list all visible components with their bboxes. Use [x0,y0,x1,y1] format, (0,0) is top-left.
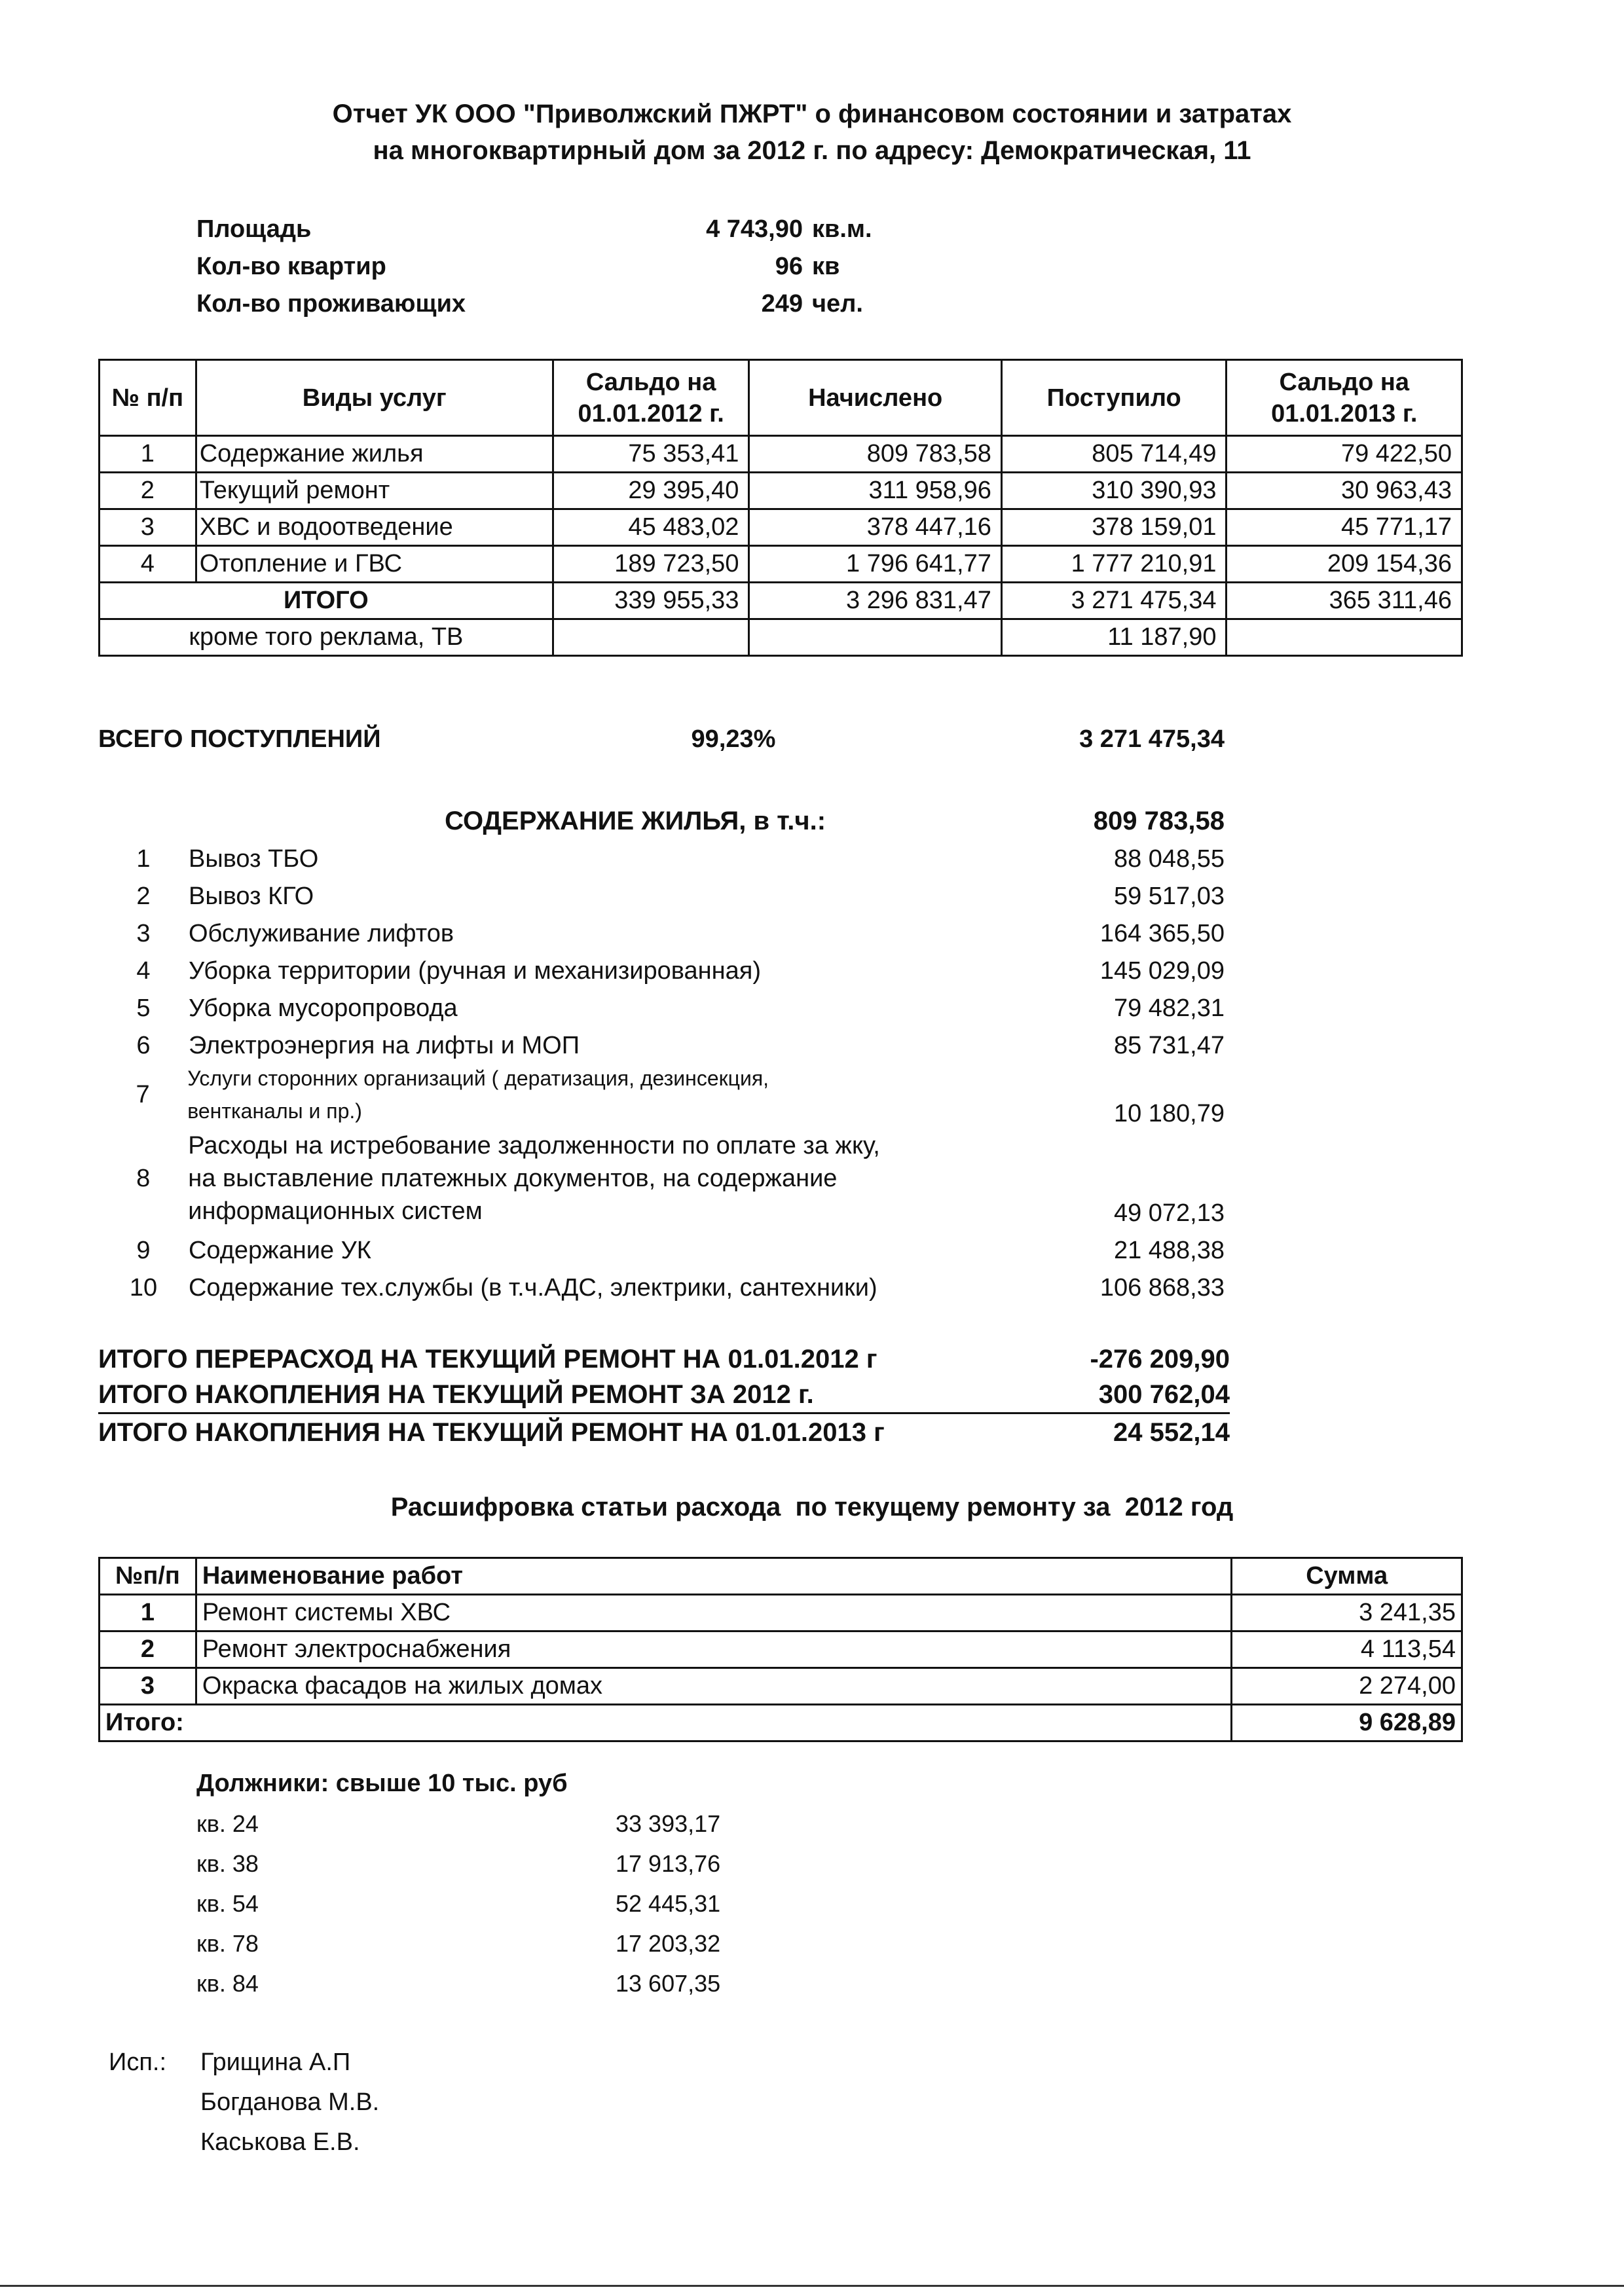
maintenance-header-value: 809 783,58 [1093,807,1225,835]
repair-name: Окраска фасадов на жилых домах [196,1668,1232,1705]
repair-breakdown-title: Расшифровка статьи расхода по текущему ремонту за 2012 год [390,1493,1234,1522]
table-row [100,436,1462,473]
item-value: 88 048,55 [1113,845,1225,873]
item-name: Уборка территории (ручная и механизированная) [188,957,762,985]
list-item [196,1923,720,1963]
header-accrued: Начислено [749,360,1001,436]
debtor-sum: 52 445,31 [616,1889,721,1917]
executor-row [109,2083,379,2123]
item-name: Обслуживание лифтов [188,920,454,947]
cell-accrued: 809 783,58 [749,436,1001,473]
services-table [98,359,1463,657]
item-num: 6 [136,1032,151,1059]
executor-name: Грищина А.П [200,2049,351,2076]
item-value: 85 731,47 [1113,1032,1225,1059]
header-num: № п/п [100,360,196,436]
cell-num: 4 [100,546,196,583]
item-num: 3 [136,920,151,947]
cell-received: 378 159,01 [1001,509,1227,546]
cell-name: Текущий ремонт [196,473,553,509]
cell-saldo-end: 79 422,50 [1227,436,1462,473]
table-row [100,1595,1462,1631]
executor-row [109,2123,379,2162]
list-item [98,1265,1225,1302]
debtor-apartment: кв. 78 [196,1929,259,1957]
repair-name: Ремонт электроснабжения [196,1631,1232,1668]
list-item [98,836,1225,873]
repair-total-row [98,1414,1230,1451]
cell-num: 1 [100,436,196,473]
repair-name: Ремонт системы ХВС [196,1595,1232,1631]
page-bottom-rule [0,2285,1624,2287]
cell-saldo-end: 209 154,36 [1227,546,1462,583]
table-row [100,509,1462,546]
cell-name: Содержание жилья [196,436,553,473]
total-label: ИТОГО [100,583,553,619]
item-name: Содержание УК [188,1237,371,1264]
item-name: Вывоз КГО [188,883,314,910]
list-item [196,1804,720,1844]
item-name: Содержание тех.службы (в т.ч.АДС, электрики, сантехники) [188,1274,877,1302]
repair-num: 3 [100,1668,196,1705]
item-num: 5 [136,994,151,1022]
repair-sum: 3 241,35 [1232,1595,1462,1631]
item-num: 4 [136,957,151,985]
debtor-sum: 33 393,17 [616,1810,721,1837]
cell-saldo-start: 29 395,40 [553,473,749,509]
item-value: 145 029,09 [1099,957,1225,985]
list-item [98,948,1225,985]
item-value: 79 482,31 [1113,994,1225,1022]
header-received: Поступило [1001,360,1227,436]
table-row [100,546,1462,583]
list-item [196,1844,720,1884]
info-apartments [196,248,872,285]
item-name: Услуги сторонних организаций ( дератизация, дезинсекция, вентканалы и пр.) [187,1066,769,1123]
repair-total-row [98,1341,1230,1377]
repair-total-label: ИТОГО ПЕРЕРАСХОД НА ТЕКУЩИЙ РЕМОНТ НА 01.01.2012 г [98,1344,877,1374]
executor-row [109,2043,379,2083]
list-item [98,873,1225,911]
info-label: Кол-во проживающих [196,290,466,318]
extra-empty-cell [749,619,1001,656]
table-row [100,1631,1462,1668]
executors [109,2043,379,2162]
info-unit: чел. [812,290,863,318]
repair-total-label: ИТОГО НАКОПЛЕНИЯ НА ТЕКУЩИЙ РЕМОНТ НА 01.01.2013 г [98,1417,885,1447]
repair-total-row [100,1705,1462,1741]
repair-header-num: №п/п [100,1558,196,1595]
report-title-line2: на многоквартирный дом за 2012 г. по адресу: Демократическая, 11 [373,136,1251,165]
debtor-apartment: кв. 84 [196,1969,259,1997]
cell-name: Отопление и ГВС [196,546,553,583]
maintenance-header-label: СОДЕРЖАНИЕ ЖИЛЬЯ, в т.ч.: [445,807,826,835]
item-value: 10 180,79 [1113,1100,1225,1127]
debtor-sum: 17 913,76 [616,1850,721,1877]
item-num: 9 [136,1237,151,1264]
repair-total-label: ИТОГО НАКОПЛЕНИЯ НА ТЕКУЩИЙ РЕМОНТ ЗА 2012 г. [98,1380,814,1409]
house-info [196,211,872,323]
cell-received: 805 714,49 [1001,436,1227,473]
services-header-row [100,360,1462,436]
total-received: 3 271 475,34 [1001,583,1227,619]
cell-saldo-end: 30 963,43 [1227,473,1462,509]
table-row [100,473,1462,509]
cell-received: 1 777 210,91 [1001,546,1227,583]
extra-label: кроме того реклама, ТВ [100,619,553,656]
debtor-apartment: кв. 24 [196,1810,259,1837]
item-value: 164 365,50 [1099,920,1225,947]
cell-num: 2 [100,473,196,509]
info-value: 96 [775,253,803,280]
cell-accrued: 311 958,96 [749,473,1001,509]
item-num: 1 [136,845,151,873]
total-received [98,725,1225,754]
list-item [98,1129,1225,1228]
header-name: Виды услуг [196,360,553,436]
extra-received: 11 187,90 [1001,619,1227,656]
extra-empty-cell [1227,619,1462,656]
info-label: Площадь [196,215,312,243]
repair-header-sum: Сумма [1232,1558,1462,1595]
repair-total-sum: 9 628,89 [1232,1705,1462,1741]
cell-saldo-start: 75 353,41 [553,436,749,473]
cell-accrued: 378 447,16 [749,509,1001,546]
item-num: 7 [136,1080,150,1108]
executor-name: Каськова Е.В. [200,2128,360,2156]
list-item [98,911,1225,948]
cell-num: 3 [100,509,196,546]
repair-sum: 4 113,54 [1232,1631,1462,1668]
report-title-line1: Отчет УК ООО "Приволжский ПЖРТ" о финансовом состоянии и затратах [332,100,1292,128]
header-saldo-start: Сальдо на 01.01.2012 г. [553,360,749,436]
info-value: 249 [761,290,803,318]
total-saldo-end: 365 311,46 [1227,583,1462,619]
debtor-apartment: кв. 54 [196,1889,259,1917]
total-saldo-start: 339 955,33 [553,583,749,619]
list-item [98,985,1225,1023]
item-num: 2 [136,883,151,910]
debtors-title: Должники: свыше 10 тыс. руб [196,1770,568,1797]
cell-saldo-end: 45 771,17 [1227,509,1462,546]
total-received-value: 3 271 475,34 [1079,725,1225,753]
total-received-label: ВСЕГО ПОСТУПЛЕНИЙ [98,725,381,753]
list-item [196,1884,720,1923]
total-row [100,583,1462,619]
debtor-apartment: кв. 38 [196,1850,259,1877]
maintenance-breakdown [98,799,1225,1302]
debtor-sum: 17 203,32 [616,1929,721,1957]
repair-total-value: 300 762,04 [1098,1380,1230,1409]
item-value: 59 517,03 [1113,883,1225,910]
cell-saldo-start: 45 483,02 [553,509,749,546]
item-num: 10 [129,1274,158,1302]
item-value: 21 488,38 [1113,1237,1225,1264]
total-received-percent: 99,23% [691,725,776,753]
item-value: 49 072,13 [1113,1199,1225,1227]
repair-header-row [100,1558,1462,1595]
cell-saldo-start: 189 723,50 [553,546,749,583]
item-name: Уборка мусоропровода [188,994,458,1022]
item-value: 106 868,33 [1099,1274,1225,1302]
list-item [196,1963,720,2003]
repair-total-row [98,1377,1230,1414]
info-area [196,211,872,248]
repair-total-value: -276 209,90 [1090,1344,1230,1374]
repair-breakdown-table [98,1557,1463,1742]
executors-label: Исп.: [109,2049,167,2076]
table-row [100,1668,1462,1705]
extra-row [100,619,1462,656]
item-num: 8 [136,1164,151,1192]
debtors [196,1764,720,2003]
repair-header-name: Наименование работ [196,1558,1232,1595]
list-item [98,1228,1225,1265]
info-label: Кол-во квартир [196,253,386,280]
cell-received: 310 390,93 [1001,473,1227,509]
info-value: 4 743,90 [706,215,803,243]
info-unit: кв [812,253,840,280]
repair-sum: 2 274,00 [1232,1668,1462,1705]
item-name: Расходы на истребование задолженности по оплате за жку, на выставление платежных документов, на содержание информационных систем [188,1132,880,1225]
list-item [98,1060,1225,1129]
total-accrued: 3 296 831,47 [749,583,1001,619]
repair-num: 2 [100,1631,196,1668]
report-title [0,96,1624,169]
debtor-sum: 13 607,35 [616,1969,721,1997]
item-name: Вывоз ТБО [188,845,319,873]
list-item [98,1023,1225,1060]
item-name: Электроэнергия на лифты и МОП [188,1032,580,1059]
repair-total-value: 24 552,14 [1113,1417,1230,1447]
executor-name: Богданова М.В. [200,2088,380,2116]
repair-total-label: Итого: [100,1705,1232,1741]
cell-name: ХВС и водоотведение [196,509,553,546]
repair-totals [98,1341,1230,1451]
cell-accrued: 1 796 641,77 [749,546,1001,583]
extra-empty-cell [553,619,749,656]
info-residents [196,285,872,323]
header-saldo-end: Сальдо на 01.01.2013 г. [1227,360,1462,436]
repair-num: 1 [100,1595,196,1631]
maintenance-header [98,799,1225,836]
info-unit: кв.м. [812,215,872,243]
